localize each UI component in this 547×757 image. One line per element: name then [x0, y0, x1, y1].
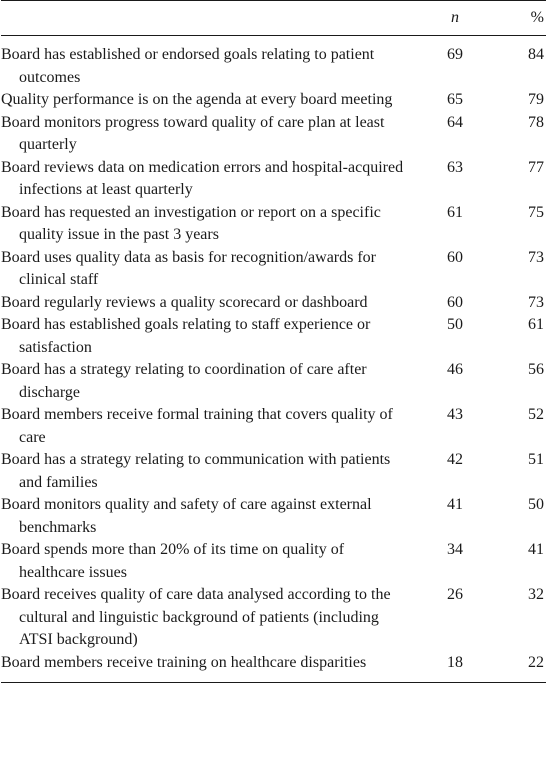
row-item-label: Board has a strategy relating to coordination of care after discharge [1, 361, 367, 401]
row-n-value: 65 [447, 91, 463, 108]
table-row [1, 652, 546, 683]
board-quality-table [1, 0, 546, 683]
row-percent-value: 73 [528, 248, 544, 266]
row-item-label: Board monitors progress toward quality of care plan at least quarterly [1, 113, 385, 153]
table-row [1, 539, 546, 584]
row-percent-value: 73 [528, 293, 544, 311]
row-item-label: Board has established goals relating to staff experience or satisfaction [1, 316, 371, 356]
row-n-value: 43 [447, 406, 463, 423]
row-item-label: Board spends more than 20% of its time on quality of healthcare issues [1, 541, 345, 581]
row-n-value: 26 [447, 586, 463, 603]
table-row [1, 112, 546, 157]
row-percent-value: 61 [528, 316, 544, 333]
row-n-value: 18 [407, 652, 485, 683]
row-percent-value: 50 [528, 496, 544, 513]
row-percent-value: 22 [485, 652, 546, 683]
row-percent-value: 51 [528, 451, 544, 468]
row-item-label: Board uses quality data as basis for recognition/awards for clinical staff [1, 248, 377, 288]
row-item-label: Board has established or endorsed goals relating to patient outcomes [1, 46, 375, 86]
table-row [1, 404, 546, 449]
table-body [1, 36, 546, 683]
table-header [1, 1, 546, 36]
table-row [1, 157, 546, 202]
row-n-value: 60 [447, 293, 463, 311]
row-n-value: 61 [447, 203, 463, 221]
row-item-label: Board has a strategy relating to communication with patients and families [1, 451, 391, 491]
row-n-value: 60 [447, 248, 463, 266]
row-percent-value: 32 [528, 586, 544, 603]
header-item [1, 1, 407, 36]
row-percent-value: 52 [528, 406, 544, 423]
table-row [1, 584, 546, 652]
row-percent-value: 75 [528, 203, 544, 221]
row-n-value: 34 [447, 541, 463, 558]
row-item-label: Board has requested an investigation or report on a specific quality issue in the past 3 years [1, 203, 381, 243]
row-n-value: 50 [447, 316, 463, 333]
table-row [1, 202, 546, 247]
row-percent-value: 78 [528, 113, 544, 131]
table-row [1, 247, 546, 292]
table-row [1, 359, 546, 404]
table-row [1, 494, 546, 539]
table-row [1, 36, 546, 90]
table-row [1, 314, 546, 359]
row-percent-value: 77 [528, 158, 544, 176]
row-item-label: Board monitors quality and safety of care against external benchmarks [1, 496, 372, 536]
row-n-value: 69 [447, 46, 463, 63]
table-row [1, 449, 546, 494]
header-row [1, 1, 546, 36]
row-percent-value: 84 [528, 46, 544, 63]
row-percent-value: 79 [528, 91, 544, 108]
header-n: n [407, 1, 485, 36]
row-n-value: 63 [447, 158, 463, 176]
row-n-value: 41 [447, 496, 463, 513]
row-n-value: 42 [447, 451, 463, 468]
row-item-label: Board regularly reviews a quality scorecard or dashboard [1, 293, 368, 311]
table-row [1, 292, 546, 315]
row-item-label: Quality performance is on the agenda at every board meeting [1, 91, 393, 108]
row-item-label: Board members receive formal training that covers quality of care [1, 406, 393, 446]
row-percent-value: 41 [528, 541, 544, 558]
row-n-value: 64 [447, 113, 463, 131]
row-item-label: Board receives quality of care data analysed according to the cultural and linguistic background of patients (including ATSI background) [1, 586, 391, 648]
row-item-label: Board reviews data on medication errors and hospital-acquired infections at least quarterly [1, 158, 404, 198]
row-item-label: Board members receive training on healthcare disparities [1, 652, 407, 683]
row-percent-value: 56 [528, 361, 544, 378]
table-row [1, 89, 546, 112]
header-percent: % [485, 1, 546, 36]
row-n-value: 46 [447, 361, 463, 378]
